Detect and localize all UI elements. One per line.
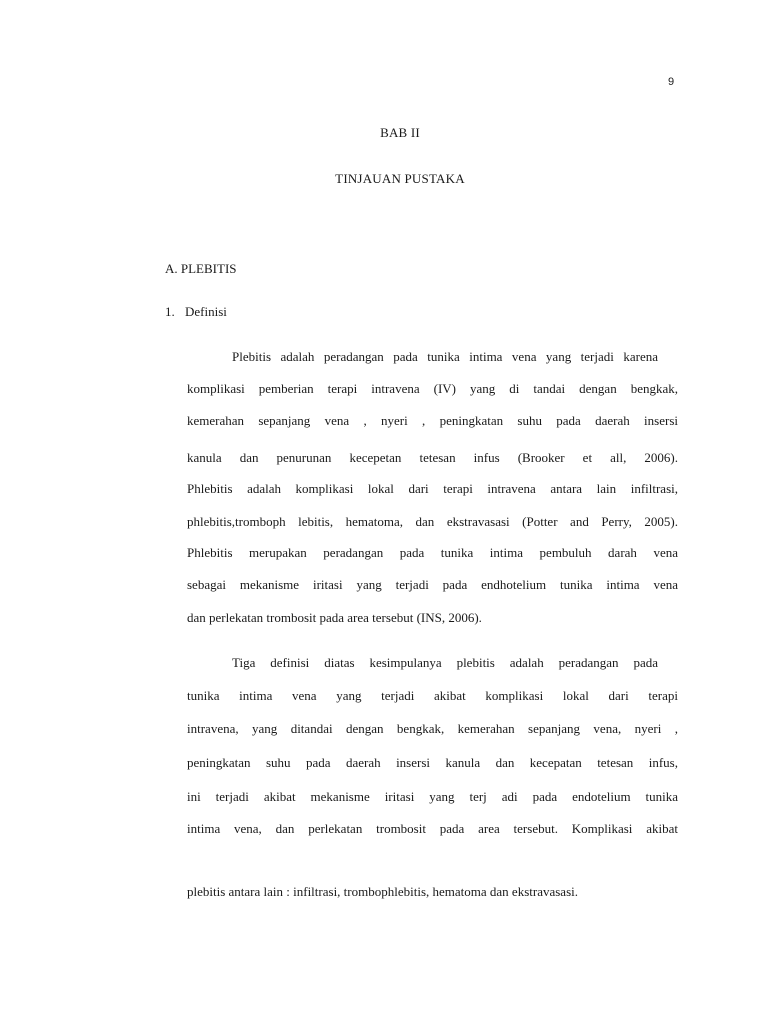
paragraph2-line: intravena, yang ditandai dengan bengkak, kemerahan sepanjang vena, nyeri , — [187, 721, 678, 736]
paragraph2-line: intima vena, dan perlekatan trombosit pada area tersebut. Komplikasi akibat — [187, 821, 678, 836]
paragraph1-line: komplikasi pemberian terapi intravena (IV) yang di tandai dengan bengkak, — [187, 381, 678, 396]
paragraph2-line: peningkatan suhu pada daerah insersi kanula dan kecepatan tetesan infus, — [187, 755, 678, 770]
subsection-number: 1. — [165, 304, 175, 319]
subsection-label: Definisi — [185, 304, 227, 319]
section-heading-plebitis: A. PLEBITIS — [165, 261, 237, 276]
paragraph2-line: Tiga definisi diatas kesimpulanya plebitis adalah peradangan pada — [232, 655, 658, 670]
paragraph2-line: ini terjadi akibat mekanisme iritasi yang terj adi pada endotelium tunika — [187, 789, 678, 804]
paragraph1-line: Plebitis adalah peradangan pada tunika intima vena yang terjadi karena — [232, 349, 658, 364]
paragraph1-line: kemerahan sepanjang vena , nyeri , peningkatan suhu pada daerah insersi — [187, 413, 678, 428]
subsection-heading-definisi — [165, 304, 227, 320]
paragraph1-line: sebagai mekanisme iritasi yang terjadi pada endhotelium tunika intima vena — [187, 577, 678, 592]
chapter-title: TINJAUAN PUSTAKA — [335, 171, 465, 186]
page-number: 9 — [668, 76, 675, 88]
chapter-heading: BAB II — [380, 125, 420, 140]
paragraph1-line: phlebitis,tromboph lebitis, hematoma, dan ekstravasasi (Potter and Perry, 2005). — [187, 514, 678, 529]
paragraph2-line: tunika intima vena yang terjadi akibat komplikasi lokal dari terapi — [187, 688, 678, 703]
paragraph1-line: Phlebitis merupakan peradangan pada tunika intima pembuluh darah vena — [187, 545, 678, 560]
paragraph1-line: kanula dan penurunan kecepetan tetesan infus (Brooker et all, 2006). — [187, 450, 678, 465]
paragraph1-line: dan perlekatan trombosit pada area tersebut (INS, 2006). — [187, 610, 482, 625]
paragraph2-line: plebitis antara lain : infiltrasi, trombophlebitis, hematoma dan ekstravasasi. — [187, 884, 578, 899]
paragraph1-line: Phlebitis adalah komplikasi lokal dari terapi intravena antara lain infiltrasi, — [187, 481, 678, 496]
